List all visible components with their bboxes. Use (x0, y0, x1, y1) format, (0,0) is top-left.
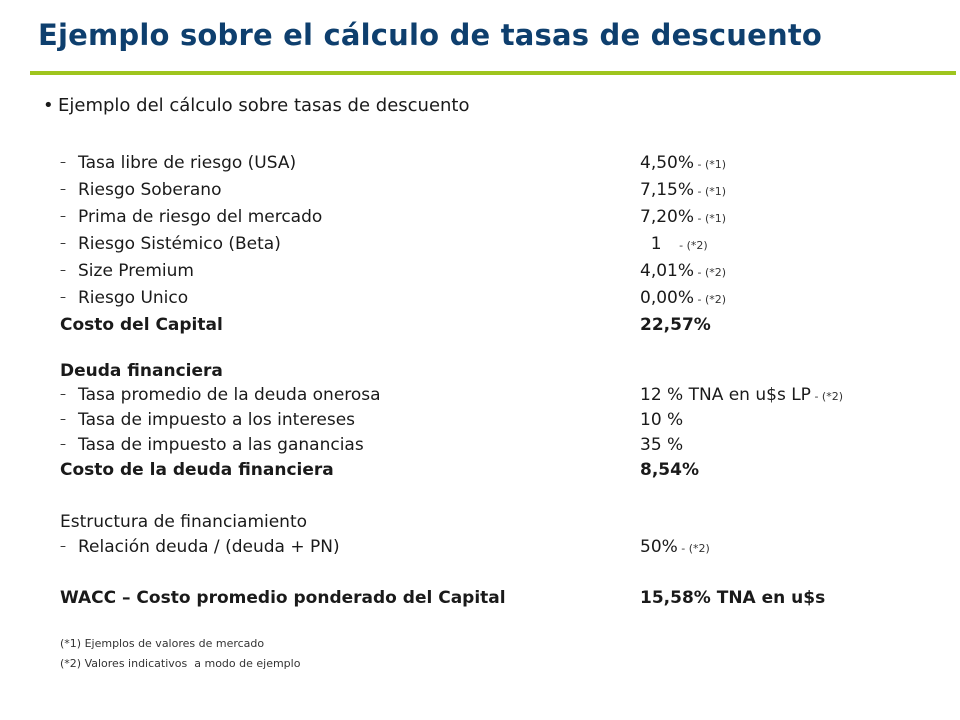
row-note: - (*2) (810, 390, 843, 403)
row-value: 22,57% (640, 315, 711, 335)
row-value: 10 % (640, 410, 684, 430)
row-sovereign-risk (60, 180, 940, 204)
row-note: - (*1) (694, 158, 727, 171)
row-label: Prima de riesgo del mercado (78, 207, 323, 227)
section-heading: Deuda financiera (60, 361, 223, 381)
bullet-item (43, 95, 470, 116)
row-label: WACC – Costo promedio ponderado del Capital (60, 588, 506, 608)
row-label: Tasa promedio de la deuda onerosa (78, 385, 381, 405)
row-label: Costo de la deuda financiera (60, 460, 334, 480)
dash-icon: – (60, 437, 66, 451)
row-note: - (*2) (694, 293, 727, 306)
row-cost-of-debt (60, 460, 940, 484)
slide-title: Ejemplo sobre el cálculo de tasas de descuento (38, 18, 823, 52)
dash-icon: – (60, 539, 66, 553)
row-interest-tax (60, 410, 940, 434)
row-size-premium (60, 261, 940, 285)
row-unique-risk (60, 288, 940, 312)
row-value: 4,50% (640, 153, 695, 173)
dash-icon: – (60, 236, 66, 250)
section-heading: Estructura de financiamiento (60, 512, 308, 532)
row-value: 4,01% (640, 261, 695, 281)
row-note: - (*1) (694, 185, 727, 198)
row-note: - (*2) (694, 266, 727, 279)
row-label: Riesgo Soberano (78, 180, 222, 200)
row-debt-ratio (60, 537, 940, 561)
bullet-dot-icon: • (43, 95, 54, 116)
row-value: 50% (640, 537, 678, 557)
dash-icon: – (60, 387, 66, 401)
section-heading-structure (60, 512, 940, 536)
row-value: 7,20% (640, 207, 695, 227)
row-wacc (60, 588, 940, 612)
dash-icon: – (60, 412, 66, 426)
row-label: Relación deuda / (deuda + PN) (78, 537, 340, 557)
dash-icon: – (60, 155, 66, 169)
row-label: Costo del Capital (60, 315, 223, 335)
row-label: Size Premium (78, 261, 194, 281)
footnote-1: (*1) Ejemplos de valores de mercado (60, 637, 265, 650)
bullet-text: Ejemplo del cálculo sobre tasas de descuento (58, 95, 470, 116)
row-risk-free (60, 153, 940, 177)
dash-icon: – (60, 263, 66, 277)
row-note: - (*2) (677, 542, 710, 555)
row-label: Tasa de impuesto a las ganancias (78, 435, 364, 455)
row-value: 7,15% (640, 180, 695, 200)
title-underline (30, 71, 956, 75)
row-beta (60, 234, 940, 258)
row-cost-of-capital (60, 315, 940, 339)
row-note: - (*1) (694, 212, 727, 225)
row-label: Riesgo Unico (78, 288, 189, 308)
row-debt-rate (60, 385, 940, 409)
dash-icon: – (60, 290, 66, 304)
row-value: 15,58% TNA en u$s (640, 588, 826, 608)
row-label: Tasa de impuesto a los intereses (78, 410, 356, 430)
footnote-2: (*2) Valores indicativos a modo de ejemplo (60, 657, 301, 670)
row-value: 35 % (640, 435, 684, 455)
dash-icon: – (60, 182, 66, 196)
row-income-tax (60, 435, 940, 459)
row-label: Riesgo Sistémico (Beta) (78, 234, 281, 254)
row-market-premium (60, 207, 940, 231)
row-value: 1 (640, 234, 662, 254)
row-value: 12 % TNA en u$s LP (640, 385, 811, 405)
section-heading-debt (60, 361, 940, 385)
row-note: - (*2) (661, 239, 708, 252)
row-label: Tasa libre de riesgo (USA) (78, 153, 297, 173)
dash-icon: – (60, 209, 66, 223)
row-value: 0,00% (640, 288, 695, 308)
row-value: 8,54% (640, 460, 699, 480)
